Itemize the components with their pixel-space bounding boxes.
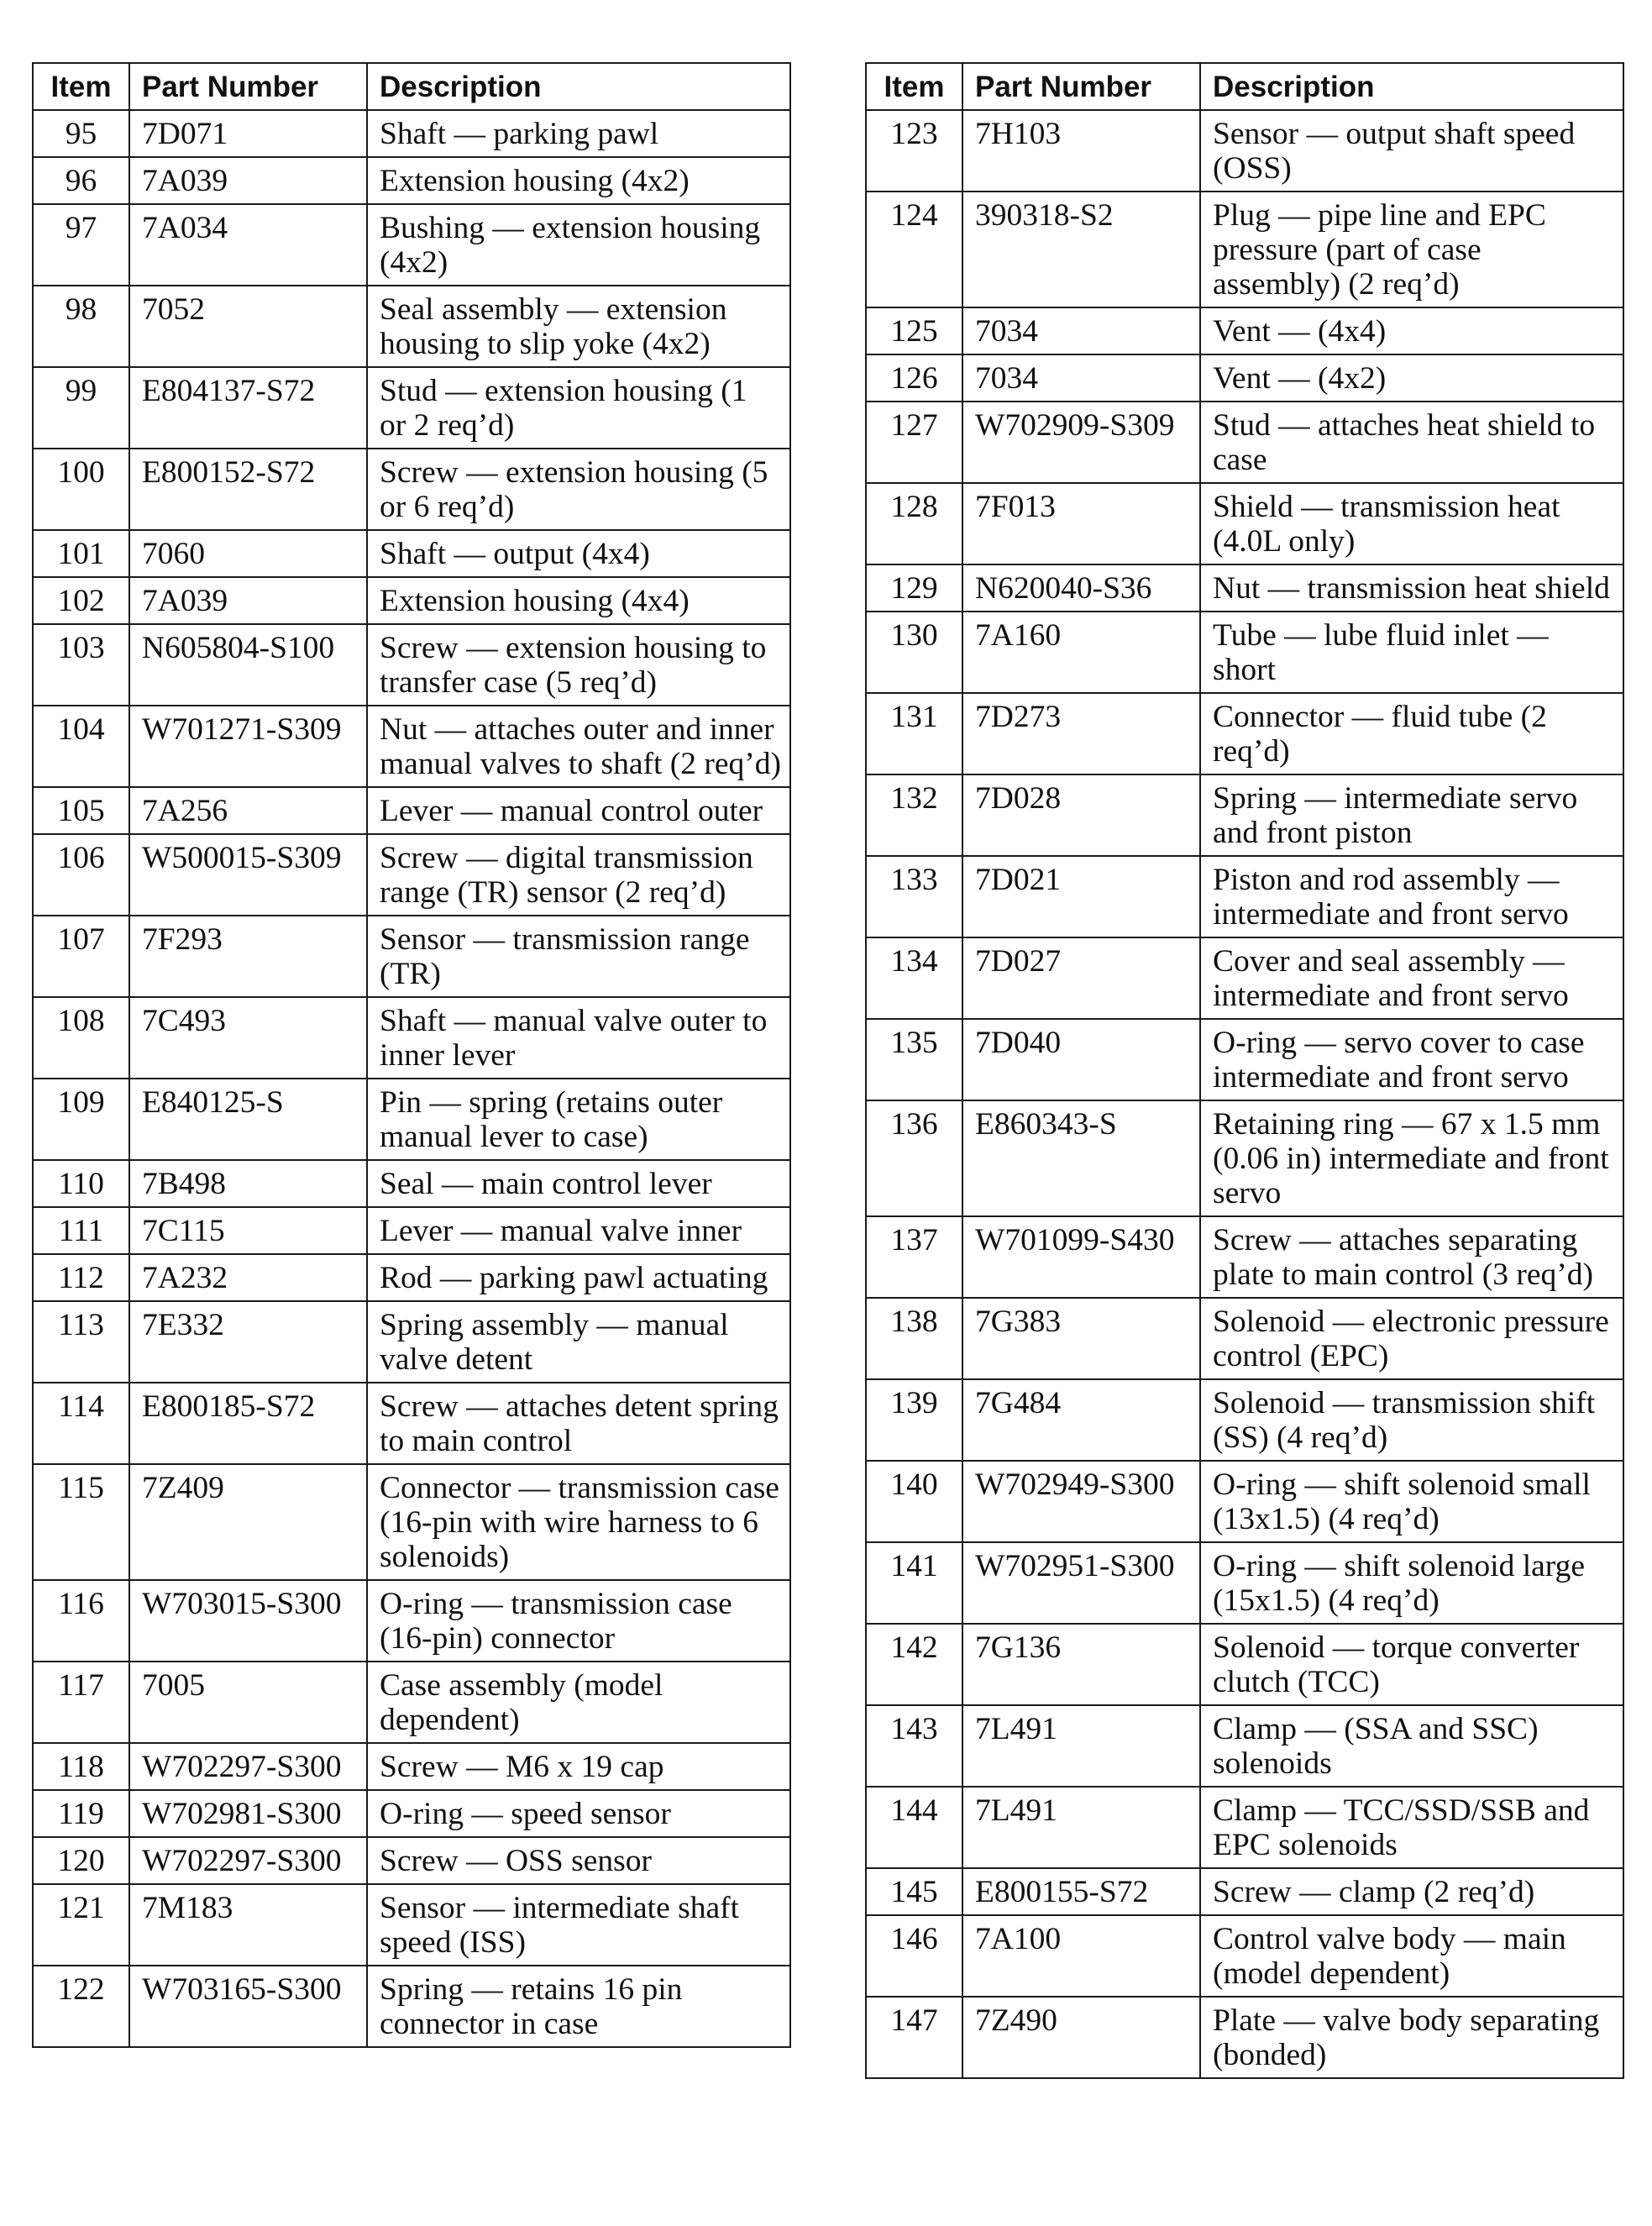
table-row [33, 1837, 790, 1884]
description-cell: Extension housing (4x4) [367, 577, 790, 624]
table-row [866, 1915, 1623, 1997]
part-number-cell: 7M183 [129, 1884, 367, 1966]
description-cell: Case assembly (model dependent) [367, 1662, 790, 1743]
column-header-part-number: Part Number [129, 63, 367, 110]
parts-table-right [865, 62, 1624, 2079]
part-number-cell: 7A034 [129, 204, 367, 286]
table-row [866, 937, 1623, 1019]
part-number-cell: 7052 [129, 286, 367, 367]
table-row [33, 449, 790, 530]
item-number-cell: 142 [866, 1624, 962, 1705]
table-row [33, 1254, 790, 1301]
description-cell: O-ring — shift solenoid large (15x1.5) (4 req’d) [1200, 1542, 1623, 1624]
table-row [33, 577, 790, 624]
part-number-cell: 7034 [962, 307, 1200, 354]
table-row [33, 367, 790, 449]
item-number-cell: 102 [33, 577, 129, 624]
description-cell: Cover and seal assembly — intermediate and front servo [1200, 937, 1623, 1019]
item-number-cell: 131 [866, 693, 962, 774]
table-row [33, 624, 790, 706]
part-number-cell: 7005 [129, 1662, 367, 1743]
part-number-cell: 7L491 [962, 1705, 1200, 1787]
description-cell: Vent — (4x4) [1200, 307, 1623, 354]
description-cell: Control valve body — main (model dependent) [1200, 1915, 1623, 1997]
table-row [866, 856, 1623, 937]
description-cell: Screw — digital transmission range (TR) sensor (2 req’d) [367, 834, 790, 916]
part-number-cell: 7E332 [129, 1301, 367, 1383]
description-cell: Sensor — transmission range (TR) [367, 916, 790, 997]
item-number-cell: 122 [33, 1966, 129, 2047]
item-number-cell: 140 [866, 1461, 962, 1542]
table-row [33, 1079, 790, 1160]
item-number-cell: 145 [866, 1868, 962, 1915]
description-cell: O-ring — shift solenoid small (13x1.5) (4 req’d) [1200, 1461, 1623, 1542]
description-cell: Clamp — (SSA and SSC) solenoids [1200, 1705, 1623, 1787]
parts-table-left [32, 62, 791, 2048]
item-number-cell: 104 [33, 706, 129, 787]
item-number-cell: 120 [33, 1837, 129, 1884]
table-row [33, 157, 790, 204]
item-number-cell: 143 [866, 1705, 962, 1787]
item-number-cell: 103 [33, 624, 129, 706]
item-number-cell: 132 [866, 774, 962, 856]
item-number-cell: 96 [33, 157, 129, 204]
part-number-cell: 390318-S2 [962, 192, 1200, 307]
description-cell: Nut — transmission heat shield [1200, 564, 1623, 612]
item-number-cell: 123 [866, 110, 962, 192]
table-row [866, 564, 1623, 612]
part-number-cell: 7D027 [962, 937, 1200, 1019]
table-row [866, 1298, 1623, 1379]
part-number-cell: W703015-S300 [129, 1580, 367, 1662]
table-row [866, 192, 1623, 307]
item-number-cell: 100 [33, 449, 129, 530]
part-number-cell: 7A039 [129, 577, 367, 624]
description-cell: Connector — fluid tube (2 req’d) [1200, 693, 1623, 774]
description-cell: Plug — pipe line and EPC pressure (part of case assembly) (2 req’d) [1200, 192, 1623, 307]
part-number-cell: W701099-S430 [962, 1216, 1200, 1298]
part-number-cell: W701271-S309 [129, 706, 367, 787]
item-number-cell: 119 [33, 1790, 129, 1837]
table-row [33, 1580, 790, 1662]
item-number-cell: 115 [33, 1464, 129, 1580]
part-number-cell: 7G383 [962, 1298, 1200, 1379]
part-number-cell: 7A232 [129, 1254, 367, 1301]
description-cell: Shaft — parking pawl [367, 110, 790, 157]
description-cell: Pin — spring (retains outer manual lever to case) [367, 1079, 790, 1160]
item-number-cell: 105 [33, 787, 129, 834]
table-row [33, 706, 790, 787]
part-number-cell: 7Z490 [962, 1997, 1200, 2078]
part-number-cell: 7F293 [129, 916, 367, 997]
description-cell: Sensor — intermediate shaft speed (ISS) [367, 1884, 790, 1966]
part-number-cell: E800155-S72 [962, 1868, 1200, 1915]
table-row [33, 1966, 790, 2047]
item-number-cell: 106 [33, 834, 129, 916]
table-row [866, 774, 1623, 856]
description-cell: Solenoid — electronic pressure control (EPC) [1200, 1298, 1623, 1379]
part-number-cell: 7Z409 [129, 1464, 367, 1580]
table-row [33, 1383, 790, 1464]
part-number-cell: W703165-S300 [129, 1966, 367, 2047]
item-number-cell: 134 [866, 937, 962, 1019]
part-number-cell: 7D040 [962, 1019, 1200, 1100]
table-row [866, 110, 1623, 192]
description-cell: Plate — valve body separating (bonded) [1200, 1997, 1623, 2078]
part-number-cell: W702949-S300 [962, 1461, 1200, 1542]
description-cell: O-ring — servo cover to case intermediate and front servo [1200, 1019, 1623, 1100]
description-cell: Rod — parking pawl actuating [367, 1254, 790, 1301]
description-cell: Solenoid — transmission shift (SS) (4 req’d) [1200, 1379, 1623, 1461]
description-cell: Extension housing (4x2) [367, 157, 790, 204]
description-cell: Connector — transmission case (16-pin with wire harness to 6 solenoids) [367, 1464, 790, 1580]
item-number-cell: 101 [33, 530, 129, 577]
part-number-cell: 7B498 [129, 1160, 367, 1207]
item-number-cell: 125 [866, 307, 962, 354]
description-cell: Shaft — output (4x4) [367, 530, 790, 577]
description-cell: Screw — attaches detent spring to main control [367, 1383, 790, 1464]
item-number-cell: 99 [33, 367, 129, 449]
item-number-cell: 121 [33, 1884, 129, 1966]
description-cell: Sensor — output shaft speed (OSS) [1200, 110, 1623, 192]
part-number-cell: E800185-S72 [129, 1383, 367, 1464]
description-cell: Retaining ring — 67 x 1.5 mm (0.06 in) intermediate and front servo [1200, 1100, 1623, 1216]
description-cell: Screw — extension housing (5 or 6 req’d) [367, 449, 790, 530]
item-number-cell: 117 [33, 1662, 129, 1743]
part-number-cell: 7A100 [962, 1915, 1200, 1997]
table-row [866, 1787, 1623, 1868]
column-header-description: Description [367, 63, 790, 110]
description-cell: Bushing — extension housing (4x2) [367, 204, 790, 286]
table-row [33, 1301, 790, 1383]
part-number-cell: 7A256 [129, 787, 367, 834]
table-row [33, 530, 790, 577]
part-number-cell: E840125-S [129, 1079, 367, 1160]
item-number-cell: 141 [866, 1542, 962, 1624]
description-cell: O-ring — transmission case (16-pin) connector [367, 1580, 790, 1662]
table-header-row [33, 63, 790, 110]
description-cell: Seal — main control lever [367, 1160, 790, 1207]
item-number-cell: 98 [33, 286, 129, 367]
table-row [33, 1464, 790, 1580]
table-row [866, 354, 1623, 402]
table-row [866, 1868, 1623, 1915]
item-number-cell: 107 [33, 916, 129, 997]
table-row [33, 1160, 790, 1207]
item-number-cell: 146 [866, 1915, 962, 1997]
description-cell: Spring — retains 16 pin connector in case [367, 1966, 790, 2047]
table-row [33, 204, 790, 286]
table-row [866, 1624, 1623, 1705]
item-number-cell: 129 [866, 564, 962, 612]
table-row [866, 612, 1623, 693]
part-number-cell: 7A160 [962, 612, 1200, 693]
part-number-cell: 7F013 [962, 483, 1200, 564]
description-cell: Clamp — TCC/SSD/SSB and EPC solenoids [1200, 1787, 1623, 1868]
item-number-cell: 144 [866, 1787, 962, 1868]
description-cell: Lever — manual valve inner [367, 1207, 790, 1254]
table-row [866, 1216, 1623, 1298]
description-cell: Shield — transmission heat (4.0L only) [1200, 483, 1623, 564]
part-number-cell: W702297-S300 [129, 1743, 367, 1790]
part-number-cell: 7D028 [962, 774, 1200, 856]
table-row [866, 1019, 1623, 1100]
part-number-cell: N605804-S100 [129, 624, 367, 706]
table-row [866, 307, 1623, 354]
item-number-cell: 126 [866, 354, 962, 402]
item-number-cell: 113 [33, 1301, 129, 1383]
part-number-cell: W702297-S300 [129, 1837, 367, 1884]
description-cell: Stud — extension housing (1 or 2 req’d) [367, 367, 790, 449]
table-row [33, 1207, 790, 1254]
part-number-cell: 7G484 [962, 1379, 1200, 1461]
table-row [33, 1884, 790, 1966]
table-row [33, 1790, 790, 1837]
item-number-cell: 135 [866, 1019, 962, 1100]
item-number-cell: 139 [866, 1379, 962, 1461]
part-number-cell: 7034 [962, 354, 1200, 402]
description-cell: Stud — attaches heat shield to case [1200, 402, 1623, 483]
item-number-cell: 128 [866, 483, 962, 564]
part-number-cell: W500015-S309 [129, 834, 367, 916]
description-cell: Lever — manual control outer [367, 787, 790, 834]
item-number-cell: 114 [33, 1383, 129, 1464]
table-row [866, 1100, 1623, 1216]
description-cell: Vent — (4x2) [1200, 354, 1623, 402]
table-row [33, 834, 790, 916]
description-cell: Screw — clamp (2 req’d) [1200, 1868, 1623, 1915]
description-cell: Screw — extension housing to transfer case (5 req’d) [367, 624, 790, 706]
table-row [33, 1662, 790, 1743]
description-cell: Screw — attaches separating plate to main control (3 req’d) [1200, 1216, 1623, 1298]
part-number-cell: W702909-S309 [962, 402, 1200, 483]
item-number-cell: 138 [866, 1298, 962, 1379]
part-number-cell: W702981-S300 [129, 1790, 367, 1837]
description-cell: Tube — lube fluid inlet — short [1200, 612, 1623, 693]
part-number-cell: E804137-S72 [129, 367, 367, 449]
table-row [33, 1743, 790, 1790]
column-header-item: Item [33, 63, 129, 110]
description-cell: Piston and rod assembly — intermediate and front servo [1200, 856, 1623, 937]
table-row [33, 787, 790, 834]
item-number-cell: 130 [866, 612, 962, 693]
description-cell: Nut — attaches outer and inner manual valves to shaft (2 req’d) [367, 706, 790, 787]
item-number-cell: 110 [33, 1160, 129, 1207]
column-header-description: Description [1200, 63, 1623, 110]
item-number-cell: 147 [866, 1997, 962, 2078]
part-number-cell: E800152-S72 [129, 449, 367, 530]
description-cell: Screw — M6 x 19 cap [367, 1743, 790, 1790]
part-number-cell: 7C115 [129, 1207, 367, 1254]
description-cell: O-ring — speed sensor [367, 1790, 790, 1837]
description-cell: Seal assembly — extension housing to slip yoke (4x2) [367, 286, 790, 367]
description-cell: Shaft — manual valve outer to inner lever [367, 997, 790, 1079]
table-row [866, 483, 1623, 564]
table-row [33, 916, 790, 997]
item-number-cell: 124 [866, 192, 962, 307]
description-cell: Solenoid — torque converter clutch (TCC) [1200, 1624, 1623, 1705]
item-number-cell: 137 [866, 1216, 962, 1298]
description-cell: Spring assembly — manual valve detent [367, 1301, 790, 1383]
description-cell: Spring — intermediate servo and front piston [1200, 774, 1623, 856]
item-number-cell: 97 [33, 204, 129, 286]
table-row [866, 402, 1623, 483]
item-number-cell: 133 [866, 856, 962, 937]
item-number-cell: 95 [33, 110, 129, 157]
table-row [33, 286, 790, 367]
part-number-cell: W702951-S300 [962, 1542, 1200, 1624]
item-number-cell: 112 [33, 1254, 129, 1301]
item-number-cell: 108 [33, 997, 129, 1079]
part-number-cell: 7H103 [962, 110, 1200, 192]
item-number-cell: 136 [866, 1100, 962, 1216]
table-row [866, 1379, 1623, 1461]
item-number-cell: 118 [33, 1743, 129, 1790]
part-number-cell: 7C493 [129, 997, 367, 1079]
table-row [33, 110, 790, 157]
part-number-cell: 7A039 [129, 157, 367, 204]
part-number-cell: 7D071 [129, 110, 367, 157]
column-header-part-number: Part Number [962, 63, 1200, 110]
item-number-cell: 127 [866, 402, 962, 483]
table-row [866, 1461, 1623, 1542]
table-row [866, 1997, 1623, 2078]
item-number-cell: 109 [33, 1079, 129, 1160]
table-row [866, 1542, 1623, 1624]
part-number-cell: 7D273 [962, 693, 1200, 774]
part-number-cell: E860343-S [962, 1100, 1200, 1216]
item-number-cell: 111 [33, 1207, 129, 1254]
item-number-cell: 116 [33, 1580, 129, 1662]
table-row [33, 997, 790, 1079]
table-row [866, 693, 1623, 774]
part-number-cell: 7D021 [962, 856, 1200, 937]
column-header-item: Item [866, 63, 962, 110]
part-number-cell: N620040-S36 [962, 564, 1200, 612]
part-number-cell: 7G136 [962, 1624, 1200, 1705]
table-row [866, 1705, 1623, 1787]
part-number-cell: 7060 [129, 530, 367, 577]
table-header-row [866, 63, 1623, 110]
description-cell: Screw — OSS sensor [367, 1837, 790, 1884]
part-number-cell: 7L491 [962, 1787, 1200, 1868]
